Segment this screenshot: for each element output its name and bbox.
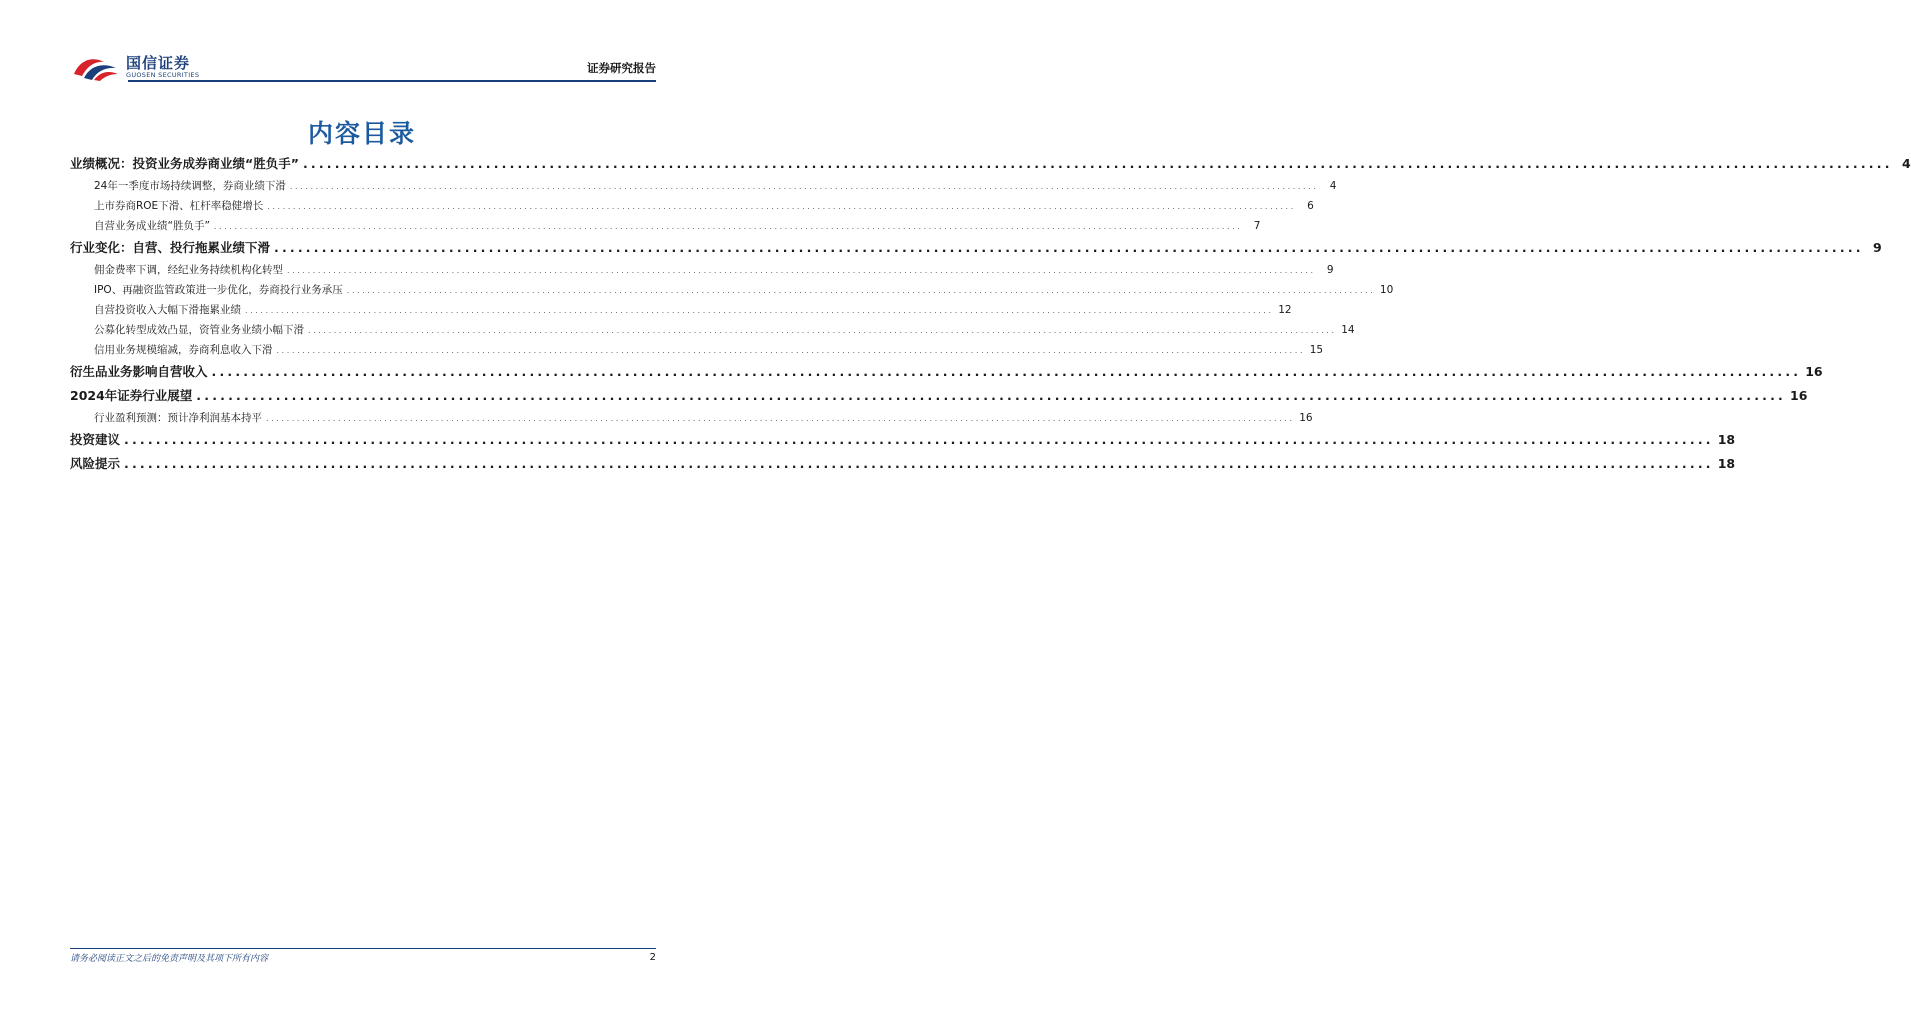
toc-leader-dots: ........................................................................................................................................................................................................: [289, 182, 1319, 191]
toc-entry-page: 12: [1278, 304, 1292, 316]
toc-entry-section[interactable]: [70, 384, 1808, 408]
toc-entry-page: 9: [1873, 240, 1882, 255]
toc-entry-section[interactable]: [70, 452, 1736, 476]
toc-entry-subsection[interactable]: [70, 340, 1324, 360]
toc-entry-subsection[interactable]: [70, 216, 1261, 236]
toc-entry-page: 18: [1717, 432, 1736, 447]
toc-entry-page: 10: [1379, 284, 1394, 296]
toc-leader-dots: ........................................................................................................................................................................................................: [274, 240, 1864, 255]
toc-entry-title: 公募化转型成效凸显，资管业务业绩小幅下滑: [94, 324, 304, 336]
toc-entry-subsection[interactable]: [70, 320, 1355, 340]
toc-leader-dots: ........................................................................................................................................................................................................: [308, 326, 1337, 335]
toc-title: 内容目录: [307, 119, 416, 148]
toc-entry-section[interactable]: [70, 236, 1882, 260]
report-type-label: 证券研究报告: [587, 61, 656, 75]
page-header: [70, 50, 656, 84]
toc-leader-dots: ........................................................................................................................................................................................................: [213, 222, 1243, 231]
toc-entry-title: 业绩概况：投资业务成券商业绩“胜负手”: [70, 156, 299, 171]
toc-entry-page: 18: [1717, 456, 1736, 471]
toc-entry-page: 16: [1299, 412, 1313, 424]
toc-entry-page: 6: [1307, 200, 1314, 212]
toc-leader-dots: ........................................................................................................................................................................................................: [267, 202, 1296, 211]
guosen-logo-icon: [70, 52, 120, 82]
toc-leader-dots: ........................................................................................................................................................................................................: [124, 456, 1714, 471]
logo-english-name: GUOSEN SECURITIES: [126, 71, 200, 79]
company-logo: [70, 50, 230, 84]
disclaimer-note: 请务必阅读正文之后的免责声明及其项下所有内容: [70, 954, 269, 964]
toc-entry-title: 自营投资收入大幅下滑拖累业绩: [94, 304, 241, 316]
toc-entry-page: 15: [1309, 344, 1324, 356]
toc-leader-dots: ........................................................................................................................................................................................................: [266, 414, 1295, 423]
toc-entry-subsection[interactable]: [70, 260, 1334, 280]
toc-entry-title: 风险提示: [70, 456, 121, 471]
toc-entry-subsection[interactable]: [70, 176, 1337, 196]
toc-entry-subsection[interactable]: [70, 196, 1314, 216]
toc-entry-subsection[interactable]: [70, 408, 1313, 428]
toc-entry-title: 信用业务规模缩减，券商利息收入下滑: [94, 344, 273, 356]
toc-entry-title: 上市券商ROE下滑、杠杆率稳健增长: [94, 200, 264, 212]
table-of-contents: [70, 152, 1911, 476]
toc-entry-section[interactable]: [70, 428, 1736, 452]
toc-entry-title: 24年一季度市场持续调整，券商业绩下滑: [94, 180, 286, 192]
header-divider: [128, 80, 656, 82]
toc-entry-title: 自营业务成业绩“胜负手”: [94, 220, 210, 232]
toc-leader-dots: ........................................................................................................................................................................................................: [245, 306, 1274, 315]
toc-entry-title: IPO、再融资监管政策进一步优化，券商投行业务承压: [94, 284, 343, 296]
toc-leader-dots: ........................................................................................................................................................................................................: [346, 286, 1376, 295]
page-number: 2: [649, 952, 656, 963]
toc-leader-dots: ........................................................................................................................................................................................................: [124, 432, 1714, 447]
toc-leader-dots: ........................................................................................................................................................................................................: [287, 266, 1316, 275]
toc-entry-title: 行业盈利预测：预计净利润基本持平: [94, 412, 262, 424]
toc-entry-title: 行业变化：自营、投行拖累业绩下滑: [70, 240, 271, 255]
toc-entry-page: 9: [1326, 264, 1334, 276]
toc-entry-title: 2024年证券行业展望: [70, 388, 193, 403]
toc-entry-title: 佣金费率下调，经纪业务持续机构化转型: [94, 264, 283, 276]
toc-entry-section[interactable]: [70, 360, 1823, 384]
logo-chinese-name: 国信证券: [126, 54, 191, 72]
toc-entry-page: 4: [1329, 180, 1337, 192]
toc-entry-title: 投资建议: [70, 432, 121, 447]
toc-leader-dots: ........................................................................................................................................................................................................: [196, 388, 1787, 403]
toc-entry-subsection[interactable]: [70, 300, 1292, 320]
toc-entry-title: 衍生品业务影响自营收入: [70, 364, 208, 379]
toc-leader-dots: ........................................................................................................................................................................................................: [302, 156, 1893, 171]
toc-entry-page: 16: [1805, 364, 1823, 379]
footer-divider: [70, 948, 656, 949]
toc-entry-section[interactable]: [70, 152, 1911, 176]
toc-entry-page: 7: [1253, 220, 1261, 232]
toc-leader-dots: ........................................................................................................................................................................................................: [276, 346, 1306, 355]
toc-leader-dots: ........................................................................................................................................................................................................: [211, 364, 1802, 379]
toc-entry-page: 16: [1790, 388, 1808, 403]
toc-entry-subsection[interactable]: [70, 280, 1394, 300]
toc-entry-page: 14: [1341, 324, 1355, 336]
toc-entry-page: 4: [1901, 156, 1911, 171]
